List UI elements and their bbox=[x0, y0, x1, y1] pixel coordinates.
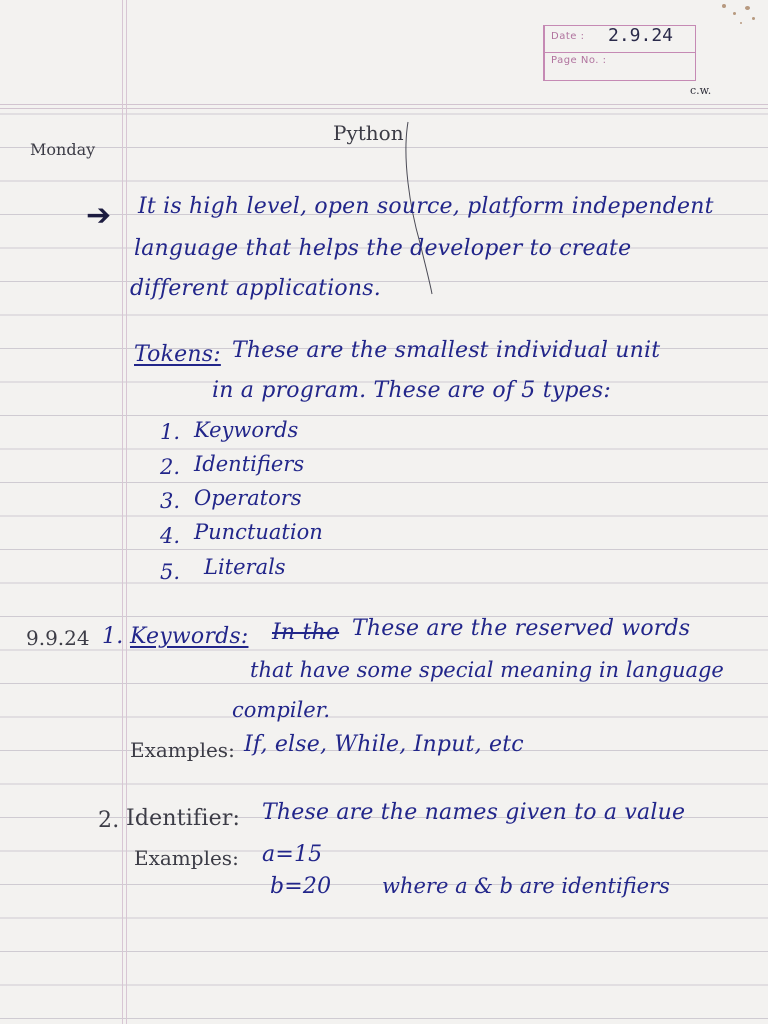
header-margin-line bbox=[0, 104, 768, 105]
keywords-definition-line-3: compiler. bbox=[232, 698, 331, 722]
page-speck bbox=[733, 12, 736, 15]
keywords-definition-line-1: These are the reserved words bbox=[352, 616, 691, 641]
intro-line-1: It is high level, open source, platform independent bbox=[138, 194, 714, 219]
identifiers-term: Identifier: bbox=[126, 806, 241, 831]
identifiers-number: 2. bbox=[98, 808, 120, 833]
list-item: Keywords bbox=[194, 418, 299, 442]
list-item-number: 5. bbox=[160, 560, 181, 584]
list-item-number: 4. bbox=[160, 524, 181, 548]
page-title: Python bbox=[333, 121, 404, 145]
list-item-number: 2. bbox=[160, 455, 181, 479]
list-item: Identifiers bbox=[194, 452, 305, 476]
intro-line-2: language that helps the developer to create bbox=[134, 236, 632, 261]
intro-line-3: different applications. bbox=[130, 276, 381, 301]
page-speck bbox=[745, 6, 750, 10]
keywords-number: 1. bbox=[102, 624, 124, 649]
tokens-definition-line-2: in a program. These are of 5 types: bbox=[212, 378, 611, 403]
section-date: 9.9.24 bbox=[26, 626, 90, 650]
identifiers-example-2: b=20 bbox=[270, 874, 332, 899]
list-item: Punctuation bbox=[194, 520, 323, 544]
list-item-number: 1. bbox=[160, 420, 181, 444]
identifiers-examples-label: Examples: bbox=[134, 846, 239, 870]
header-margin-line-2 bbox=[0, 108, 768, 109]
tokens-term: Tokens: bbox=[134, 342, 221, 367]
keywords-term: Keywords: bbox=[130, 624, 249, 649]
list-item: Operators bbox=[194, 486, 302, 510]
crossed-out-text: In the bbox=[272, 620, 340, 645]
page-speck bbox=[740, 22, 742, 24]
date-box bbox=[543, 25, 696, 81]
arrow-icon: ➔ bbox=[86, 198, 112, 233]
identifiers-note: where a & b are identifiers bbox=[382, 874, 670, 898]
keywords-definition-line-2: that have some special meaning in language bbox=[250, 658, 724, 682]
date-value: 2.9.24 bbox=[608, 25, 674, 46]
page-number-label: Page No. : bbox=[551, 55, 607, 66]
page-speck bbox=[752, 17, 755, 20]
left-margin-line bbox=[122, 0, 123, 1024]
date-label: Date : bbox=[551, 31, 585, 42]
day-label: Monday bbox=[30, 140, 96, 159]
identifiers-definition-line-1: These are the names given to a value bbox=[262, 800, 686, 825]
left-margin-line-2 bbox=[126, 0, 127, 1024]
keywords-examples: If, else, While, Input, etc bbox=[244, 732, 524, 757]
page-speck bbox=[722, 4, 726, 8]
corner-mark: c.w. bbox=[690, 84, 712, 97]
list-item: Literals bbox=[204, 555, 286, 579]
list-item-number: 3. bbox=[160, 489, 181, 513]
date-divider bbox=[545, 52, 695, 53]
identifiers-example-1: a=15 bbox=[262, 842, 323, 867]
keywords-examples-label: Examples: bbox=[130, 738, 235, 762]
tokens-definition-line-1: These are the smallest individual unit bbox=[232, 338, 661, 363]
